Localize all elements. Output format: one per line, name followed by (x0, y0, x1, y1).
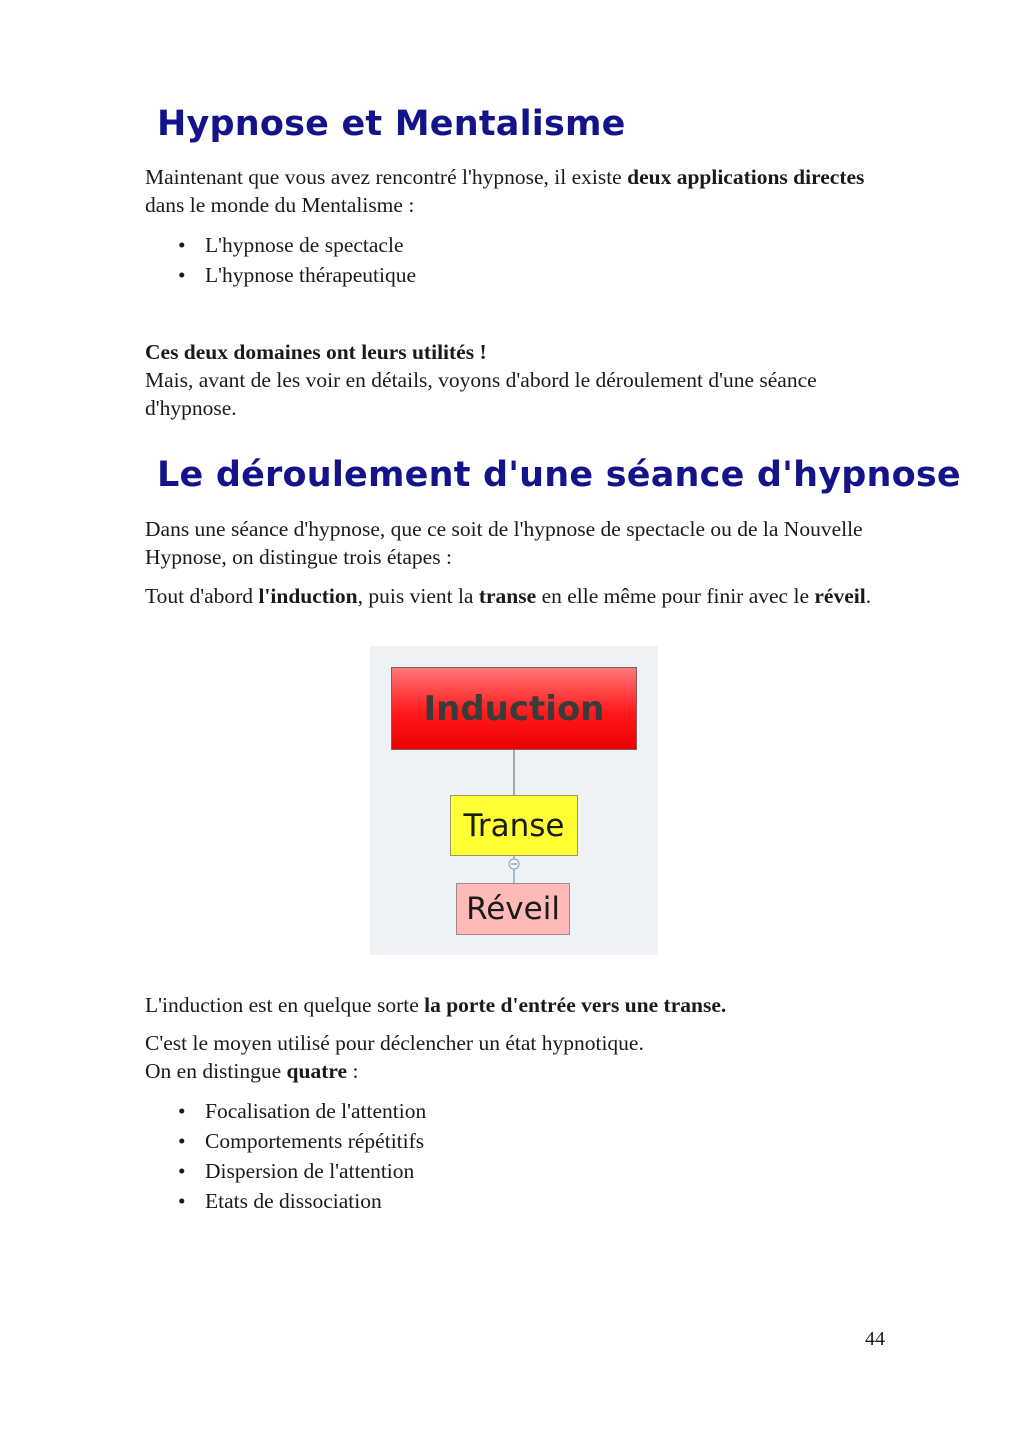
means-paragraph (145, 1029, 885, 1085)
note-text: Mais, avant de les voir en détails, voyons d'abord le déroulement d'une séance d'hypnose. (145, 368, 817, 420)
induction-paragraph (145, 991, 885, 1019)
means-text: On en distingue (145, 1059, 287, 1083)
list-item: • Dispersion de l'attention (178, 1156, 426, 1186)
steps-paragraph (145, 582, 885, 610)
means-bold-quatre: quatre (286, 1059, 348, 1083)
intro-text-end: dans le monde du Mentalisme : (145, 193, 415, 217)
steps-bold-reveil: réveil (814, 584, 866, 608)
intro-text-start: Maintenant que vous avez rencontré l'hypnose, il existe (145, 165, 628, 189)
steps-bold-transe: transe (478, 584, 537, 608)
note-bold: Ces deux domaines ont leurs utilités ! (145, 340, 487, 364)
intro-paragraph (145, 163, 885, 219)
intro-text-bold: deux applications directes (627, 165, 865, 189)
induction-text: L'induction est en quelque sorte (145, 993, 425, 1017)
steps-text: . (865, 584, 872, 608)
steps-text: en elle même pour finir avec le (536, 584, 815, 608)
induction-types-list (178, 1096, 426, 1216)
applications-list (178, 230, 416, 290)
node-transe: Transe (450, 795, 578, 856)
list-item: • Comportements répétitifs (178, 1126, 426, 1156)
node-reveil: Réveil (456, 883, 570, 935)
section-title-deroulement: Le déroulement d'une séance d'hypnose (157, 455, 961, 495)
steps-text: Tout d'abord (145, 584, 259, 608)
note-paragraph (145, 338, 885, 422)
induction-bold: la porte d'entrée vers une transe. (424, 993, 727, 1017)
means-text-end: : (347, 1059, 359, 1083)
list-item: • Etats de dissociation (178, 1186, 426, 1216)
steps-text: , puis vient la (357, 584, 479, 608)
list-item: • Focalisation de l'attention (178, 1096, 426, 1126)
page-number: 44 (865, 1328, 885, 1350)
steps-intro-paragraph: Dans une séance d'hypnose, que ce soit de l'hypnose de spectacle ou de la Nouvelle Hypnose, on distingue trois étapes : (145, 517, 863, 569)
steps-bold-induction: l'induction (258, 584, 358, 608)
list-item: • L'hypnose thérapeutique (178, 260, 416, 290)
node-induction: Induction (391, 667, 637, 750)
section-title-hypnose-mentalisme: Hypnose et Mentalisme (157, 104, 626, 144)
list-item: • L'hypnose de spectacle (178, 230, 416, 260)
hypnosis-stages-diagram (370, 646, 658, 955)
means-line-1: C'est le moyen utilisé pour déclencher un état hypnotique. (145, 1031, 644, 1055)
